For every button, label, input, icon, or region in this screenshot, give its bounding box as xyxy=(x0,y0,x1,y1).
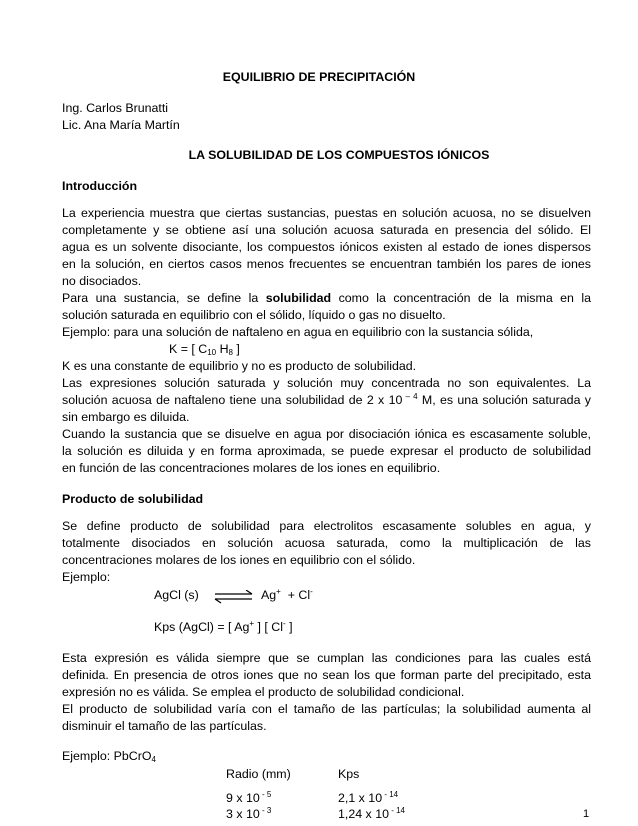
equation-k: K = [ $C_{10}$ $H_8$ ] xyxy=(169,342,240,357)
paragraph-line: agua es un solvente disociante, los compuestos iónicos existen al estado de iones dispersos xyxy=(62,240,591,254)
section-heading: Introducción xyxy=(62,179,138,193)
section-title: LA SOLUBILIDAD DE LOS COMPUESTOS IÓNICOS xyxy=(188,148,490,162)
paragraph-line: completamente y se obtiene así una solución acuosa saturada en presencia del sólido. El xyxy=(62,223,591,237)
table-header-radio: Radio (mm) xyxy=(226,767,291,781)
paragraph-line: Cuando la sustancia que se disuelve en agua por disociación iónica es escasamente soluble, xyxy=(62,427,591,441)
table-header-kps: Kps xyxy=(338,767,360,781)
paragraph-line: concentraciones molares de los iones en equilibrio con el sólido. xyxy=(62,553,416,567)
paragraph-line: La experiencia muestra que ciertas sustancias, puestas en solución acuosa, no se disuelven xyxy=(62,206,591,220)
table-cell: 2,1 x 10 $^{- 14}$ xyxy=(338,790,399,805)
paragraph-line: solución acuosa de naftaleno tiene una solubilidad de 2 x 10 $^{- 4}$ M, es una solución saturada y xyxy=(62,392,591,407)
paragraph-line: Se define producto de solubilidad para electrolitos escasamente solubles en agua, y xyxy=(62,519,591,533)
paragraph-line: en función de las concentraciones molares de los iones en equilibrio. xyxy=(62,461,441,475)
table-cell: 9 x 10 $^{- 5}$ xyxy=(226,790,272,805)
products: Ag+ + Cl- xyxy=(261,587,313,602)
section-heading: Producto de solubilidad xyxy=(62,492,204,506)
paragraph-line: definida. En presencia de otros iones que no sean los que forman parte del precipitado, esta xyxy=(62,668,591,682)
paragraph-line: totalmente disociados en solución acuosa saturada, como la multiplicación de las xyxy=(62,536,591,550)
paragraph-line: en la solución, en ciertos casos menos frecuentes se encuentran también los pares de iones xyxy=(62,257,591,271)
author-line: Ing. Carlos Brunatti xyxy=(62,101,169,115)
paragraph-line: Las expresiones solución saturada y solución muy concentrada no son equivalentes. La xyxy=(62,376,591,390)
paragraph-line: solución saturada en equilibrio con el sólido, líquido o gas no disuelto. xyxy=(62,308,446,322)
paragraph-line: no disociados. xyxy=(62,274,142,288)
table-cell: 3 x 10 $^{- 3}$ xyxy=(226,806,272,821)
paragraph-line: K es una constante de equilibrio y no es producto de solubilidad. xyxy=(62,359,417,373)
author-line: Lic. Ana María Martín xyxy=(62,118,180,132)
paragraph-line: Ejemplo: xyxy=(62,570,111,584)
paragraph-line: expresión no es válida. Se emplea el producto de solubilidad condicional. xyxy=(62,685,465,699)
equilibrium-arrow-icon xyxy=(214,590,254,604)
paragraph-line: disminuir el tamaño de las partículas. xyxy=(62,719,267,733)
paragraph-line: la solución es diluida y en forma aproximada, se puede expresar el producto de solubilidad xyxy=(62,444,591,458)
paragraph-line: Esta expresión es válida siempre que se cumplan las condiciones para las cuales está xyxy=(62,651,591,665)
document-title: EQUILIBRIO DE PRECIPITACIÓN xyxy=(222,70,416,84)
example-label: Ejemplo: PbCrO$_4$ xyxy=(62,749,156,764)
reactant: AgCl (s) xyxy=(154,588,199,602)
table-cell: 1,24 x 10 $^{- 14}$ xyxy=(338,806,405,821)
kps-expression: Kps (AgCl) = [ Ag+ ] [ Cl- ] xyxy=(154,619,293,634)
paragraph-line: Ejemplo: para una solución de naftaleno en agua en equilibrio con la sustancia sólida, xyxy=(62,325,534,339)
paragraph-line: sin embargo es diluida. xyxy=(62,410,190,424)
paragraph-line: Para una sustancia, se define la solubilidad como la concentración de la misma en la xyxy=(62,291,591,305)
page-number: 1 xyxy=(583,808,590,820)
paragraph-line: El producto de solubilidad varía con el tamaño de las partículas; la solubilidad aumenta al xyxy=(62,702,591,716)
